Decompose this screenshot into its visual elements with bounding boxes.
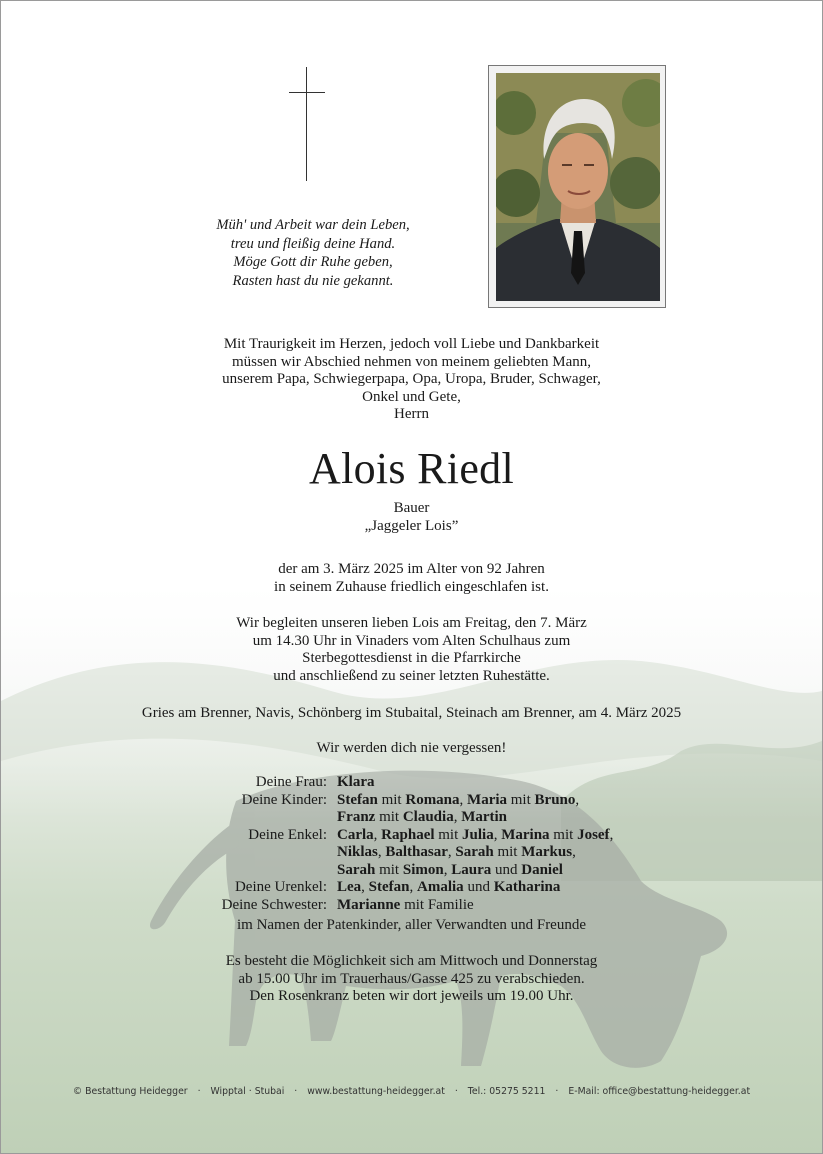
- motto: Wir werden dich nie vergessen!: [316, 740, 507, 756]
- family-name: Julia: [462, 826, 494, 843]
- family-name: Josef: [577, 826, 610, 843]
- family-name: Niklas: [337, 844, 378, 860]
- intro-line: Mit Traurigkeit im Herzen, jedoch voll Liebe und Dankbarkeit: [223, 336, 600, 352]
- footer-region: Wipptal · Stubai: [210, 1086, 285, 1097]
- family-list: [1, 774, 822, 914]
- death-line: der am 3. März 2025 im Alter von 92 Jahren: [278, 561, 545, 577]
- farewell-line: Den Rosenkranz beten wir dort jeweils um 19.00 Uhr.: [249, 988, 574, 1004]
- family-label: Deine Kinder:: [241, 791, 327, 808]
- family-label: Deine Enkel:: [248, 826, 327, 843]
- family-name: Romana: [405, 791, 460, 808]
- family-name: Stefan: [368, 879, 410, 895]
- farewell-line: ab 15.00 Uhr im Trauerhaus/Gasse 425 zu verabschieden.: [238, 970, 585, 987]
- family-label: Deine Schwester:: [221, 896, 327, 913]
- family-name: Lea: [337, 879, 362, 895]
- family-name: Maria: [467, 791, 508, 808]
- intro-line: unserem Papa, Schwiegerpapa, Opa, Uropa, Bruder, Schwager,: [222, 371, 601, 387]
- deceased-nickname: „Jaggeler Lois”: [364, 517, 459, 534]
- family-name: Raphael: [381, 826, 435, 843]
- family-name: Claudia: [402, 809, 454, 825]
- poem-line: Rasten hast du nie gekannt.: [232, 272, 394, 289]
- family-name: Marina: [501, 826, 550, 843]
- family-row-grandchildren: Deine Enkel: Carla, Raphael mit Julia, Marina mit Josef,: [248, 826, 614, 843]
- intro-line: müssen wir Abschied nehmen von meinem geliebten Mann,: [231, 353, 592, 370]
- family-name: Daniel: [521, 861, 563, 878]
- footer-website-link[interactable]: www.bestattung-heidegger.at: [307, 1086, 445, 1097]
- family-label: Deine Urenkel:: [234, 879, 327, 895]
- footer-company: © Bestattung Heidegger: [72, 1086, 188, 1097]
- farewell-notice: [61, 953, 762, 1006]
- family-name: Katharina: [493, 879, 561, 895]
- funeral-line: Sterbegottesdienst in die Pfarrkirche: [302, 650, 521, 666]
- family-row-grandchildren-cont: Niklas, Balthasar, Sarah mit Markus,: [337, 844, 576, 860]
- death-notice: [61, 561, 762, 596]
- family-row-great-grandchildren: Deine Urenkel: Lea, Stefan, Amalia und Katharina: [234, 879, 561, 895]
- family-row-children-cont: Franz mit Claudia, Martin: [337, 809, 508, 825]
- family-name: Franz: [337, 809, 376, 825]
- funeral-notice: [61, 615, 762, 685]
- footer-phone: Tel.: 05275 5211: [467, 1086, 546, 1097]
- poem: [171, 216, 455, 290]
- footer: © Bestattung Heidegger · Wipptal · Stubai · www.bestattung-heidegger.at · Tel.: 05275 5211 · E-Mail: office@bestattung-heidegger.at: [72, 1086, 751, 1097]
- deceased-profession: Bauer: [393, 500, 430, 516]
- place-date: Gries am Brenner, Navis, Schönberg im Stubaital, Steinach am Brenner, am 4. März 2025: [141, 705, 682, 721]
- funeral-line: und anschließend zu seiner letzten Ruhestätte.: [273, 667, 550, 684]
- portrait-frame: [488, 65, 666, 308]
- family-name: Carla: [337, 826, 374, 843]
- family-row-children: Deine Kinder: Stefan mit Romana, Maria mit Bruno,: [241, 791, 580, 808]
- intro-text: [61, 336, 762, 424]
- footer-email-link[interactable]: E-Mail: office@bestattung-heidegger.at: [568, 1086, 751, 1097]
- family-name: Sarah: [337, 861, 376, 878]
- family-row-grandchildren-cont: Sarah mit Simon, Laura und Daniel: [337, 861, 563, 878]
- family-name: Sarah: [455, 844, 494, 860]
- family-name: Simon: [402, 861, 444, 878]
- family-name: Klara: [337, 774, 375, 790]
- funeral-line: um 14.30 Uhr in Vinaders vom Alten Schulhaus zum: [252, 632, 571, 649]
- poem-line: treu und fleißig deine Hand.: [230, 235, 396, 252]
- family-name: Laura: [451, 861, 492, 878]
- deceased-details: [61, 500, 762, 535]
- deceased-name: Alois Riedl: [309, 444, 514, 493]
- intro-line: Herrn: [394, 406, 429, 422]
- family-label: Deine Frau:: [255, 774, 327, 790]
- poem-line: Möge Gott dir Ruhe geben,: [233, 254, 393, 270]
- death-line: in seinem Zuhause friedlich eingeschlafen ist.: [274, 578, 549, 595]
- patenkinder-line: im Namen der Patenkinder, aller Verwandten und Freunde: [236, 917, 586, 933]
- family-name: Bruno: [534, 791, 576, 808]
- poem-line: Müh' und Arbeit war dein Leben,: [216, 217, 410, 233]
- portrait-photo: [496, 73, 660, 301]
- family-name: Stefan: [337, 791, 378, 808]
- family-name: Martin: [461, 809, 508, 825]
- family-name: Marianne: [337, 896, 401, 913]
- family-name: Markus: [521, 844, 573, 860]
- cross-icon: [289, 67, 325, 181]
- farewell-line: Es besteht die Möglichkeit sich am Mittwoch und Donnerstag: [225, 953, 598, 969]
- funeral-line: Wir begleiten unseren lieben Lois am Freitag, den 7. März: [236, 615, 587, 631]
- family-row-sister: Deine Schwester: Marianne mit Familie: [221, 896, 474, 913]
- family-name: Balthasar: [385, 844, 448, 860]
- intro-line: Onkel und Gete,: [362, 388, 461, 405]
- family-row-wife: [1, 774, 822, 792]
- family-name: Amalia: [417, 879, 464, 895]
